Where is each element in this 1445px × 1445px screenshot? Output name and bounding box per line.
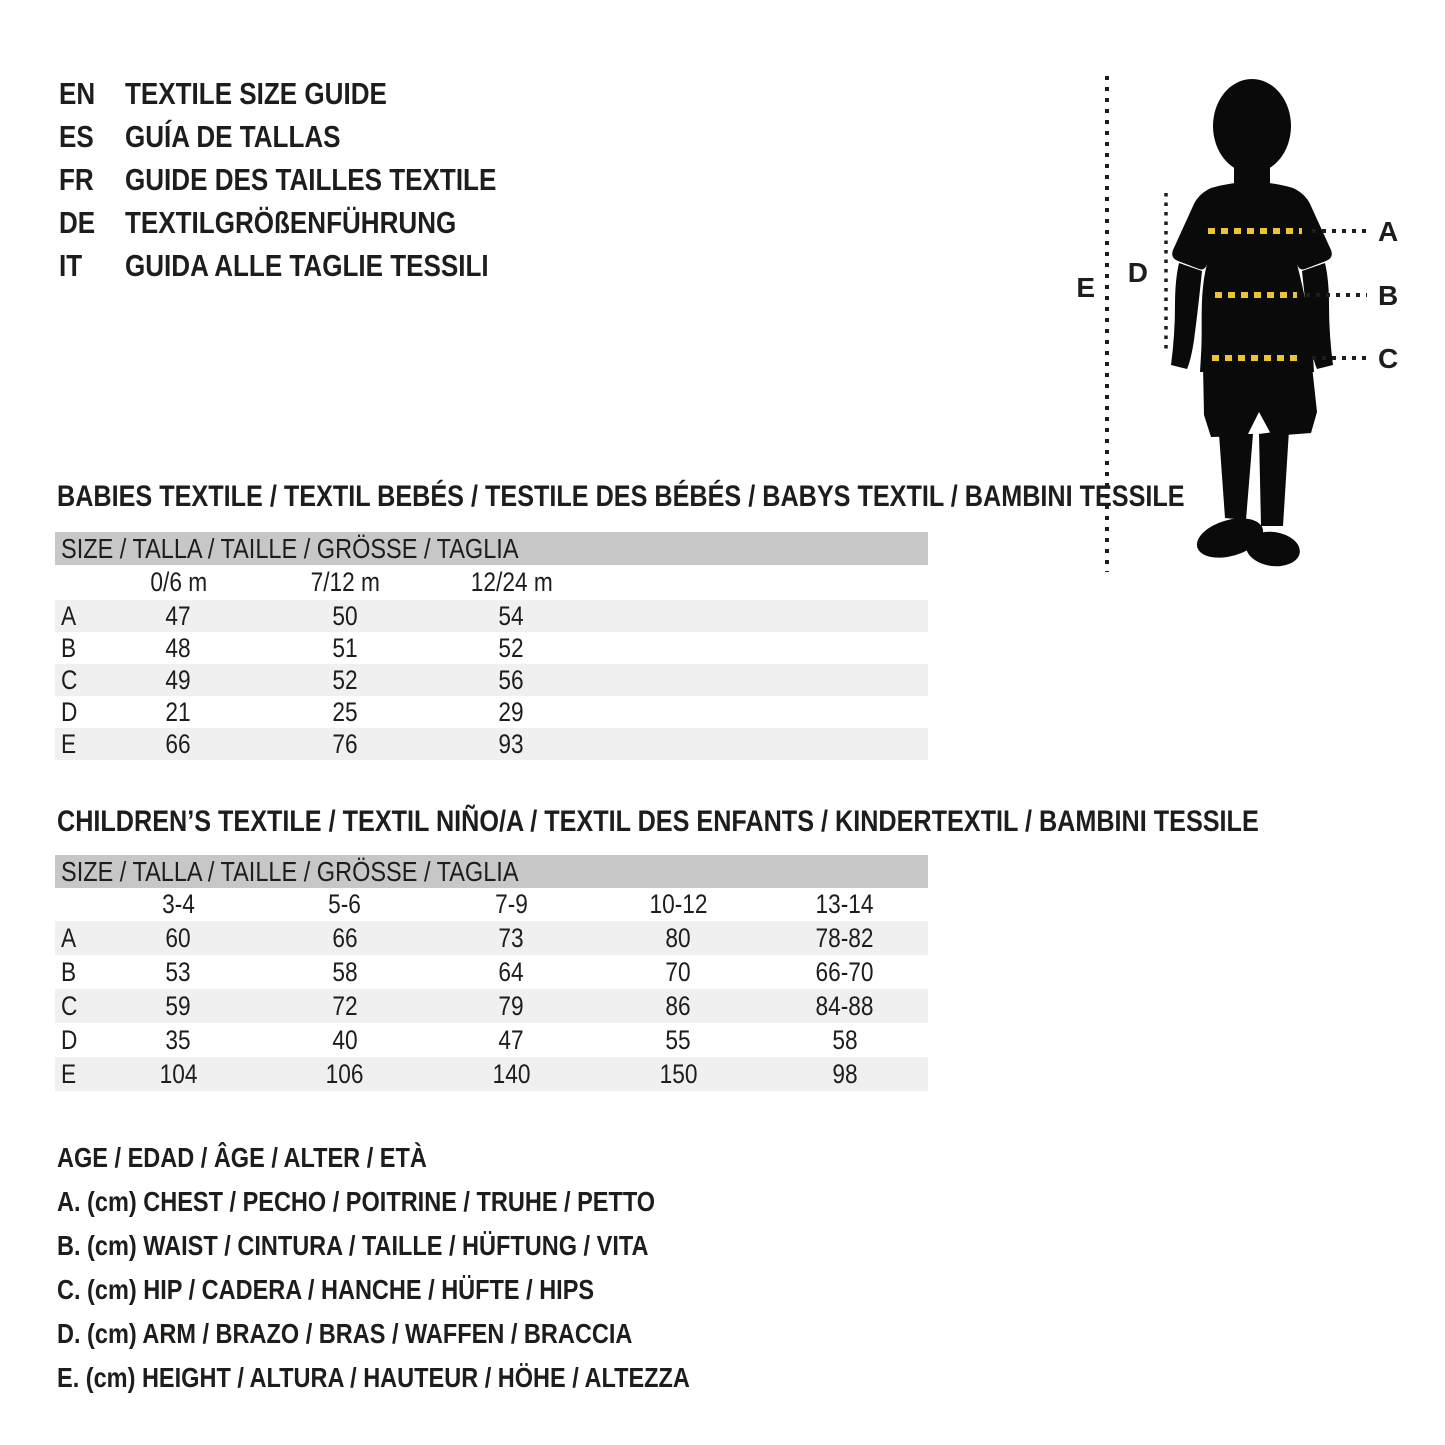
table-row [55, 600, 928, 632]
table-cell: 50 [332, 600, 358, 631]
legend-line-waist: B. (cm) WAIST / CINTURA / TAILLE / HÜFTUNG / VITA [57, 1230, 649, 1261]
table-cell: 150 [659, 1058, 698, 1089]
table-cell: 58 [832, 1024, 858, 1055]
marker-label-c: C [1378, 343, 1399, 374]
table-row [55, 664, 928, 696]
silhouette-head [1213, 79, 1291, 173]
legend-line-chest: A. (cm) CHEST / PECHO / POITRINE / TRUHE / PETTO [57, 1186, 656, 1217]
column-header: 10-12 [649, 889, 708, 919]
table-cell: 66 [165, 728, 191, 759]
table-row [55, 921, 928, 955]
table-row [55, 1057, 928, 1091]
silhouette-left-arm [1171, 263, 1202, 369]
table-cell: 54 [498, 600, 525, 631]
babies-column-header-row [55, 565, 928, 600]
table-cell: 80 [665, 922, 691, 953]
language-code: DE [59, 205, 96, 240]
language-code: IT [59, 248, 83, 283]
table-row [55, 696, 928, 728]
guide-title-es: GUÍA DE TALLAS [125, 119, 341, 154]
guide-title-de: TEXTILGRÖßENFÜHRUNG [125, 205, 457, 240]
size-header-text: SIZE / TALLA / TAILLE / GRÖSSE / TAGLIA [61, 856, 519, 887]
column-header: 3-4 [161, 889, 195, 919]
table-cell: 79 [498, 990, 525, 1021]
table-cell: 40 [332, 1024, 358, 1055]
size-header-text: SIZE / TALLA / TAILLE / GRÖSSE / TAGLIA [61, 533, 519, 564]
row-label: A [61, 600, 77, 631]
table-cell: 73 [498, 922, 525, 953]
table-cell: 66 [332, 922, 358, 953]
guide-title-fr: GUIDE DES TAILLES TEXTILE [125, 162, 497, 197]
table-cell: 55 [665, 1024, 691, 1055]
legend-line-hip: C. (cm) HIP / CADERA / HANCHE / HÜFTE / HIPS [57, 1274, 595, 1305]
children-size-table [55, 855, 928, 1091]
table-cell: 104 [159, 1058, 198, 1089]
table-cell: 21 [165, 696, 191, 727]
table-cell: 47 [165, 600, 191, 631]
row-label: B [61, 632, 77, 663]
language-code: FR [59, 162, 94, 197]
table-cell: 84-88 [815, 990, 874, 1021]
table-cell: 51 [332, 632, 358, 663]
measurement-figure [1040, 60, 1445, 600]
table-row [55, 728, 928, 760]
guide-title-en: TEXTILE SIZE GUIDE [125, 76, 387, 111]
table-cell: 86 [665, 990, 691, 1021]
table-cell: 52 [332, 664, 358, 695]
table-cell: 56 [498, 664, 525, 695]
children-column-header-row [55, 888, 928, 921]
table-cell: 49 [165, 664, 191, 695]
babies-size-table [55, 532, 928, 760]
table-cell: 64 [498, 956, 525, 987]
column-header: 7/12 m [310, 567, 380, 597]
children-size-header-bar [55, 855, 928, 888]
language-code: ES [59, 119, 94, 154]
table-cell: 98 [832, 1058, 858, 1089]
row-label: E [61, 1058, 77, 1089]
table-cell: 66-70 [815, 956, 874, 987]
title-row-de [59, 201, 567, 244]
table-cell: 76 [332, 728, 358, 759]
row-label: E [61, 728, 77, 759]
table-cell: 53 [165, 956, 191, 987]
table-cell: 59 [165, 990, 191, 1021]
table-cell: 47 [498, 1024, 525, 1055]
guide-title-it: GUIDA ALLE TAGLIE TESSILI [125, 248, 489, 283]
silhouette-shorts [1203, 366, 1317, 437]
table-cell: 60 [165, 922, 191, 953]
column-header: 7-9 [495, 889, 528, 919]
title-row-it [59, 244, 567, 287]
children-section-heading [57, 806, 1445, 838]
table-cell: 25 [332, 696, 358, 727]
column-header: 12/24 m [470, 567, 553, 597]
row-label: D [61, 696, 78, 727]
table-cell: 29 [498, 696, 525, 727]
legend-line-age: AGE / EDAD / ÂGE / ALTER / ETÀ [57, 1142, 427, 1173]
row-label: A [61, 922, 77, 953]
title-row-es [59, 115, 567, 158]
table-row [55, 1023, 928, 1057]
babies-section-heading [57, 481, 1399, 513]
babies-size-header-bar [55, 532, 928, 565]
babies-heading-text: BABIES TEXTILE / TEXTIL BEBÉS / TESTILE DES BÉBÉS / BABYS TEXTIL / BAMBINI TESSILE [57, 480, 1185, 513]
row-label: D [61, 1024, 78, 1055]
language-code: EN [59, 76, 96, 111]
legend-line-height: E. (cm) HEIGHT / ALTURA / HAUTEUR / HÖHE / ALTEZZA [57, 1362, 690, 1393]
table-cell: 93 [498, 728, 525, 759]
table-cell: 58 [332, 956, 358, 987]
table-cell: 140 [492, 1058, 531, 1089]
marker-label-e: E [1076, 272, 1095, 303]
column-header: 5-6 [328, 889, 362, 919]
marker-label-d: D [1127, 257, 1148, 288]
column-header: 0/6 m [149, 567, 207, 597]
language-title-block [59, 72, 567, 287]
table-cell: 72 [332, 990, 358, 1021]
column-header: 13-14 [815, 889, 874, 919]
table-cell: 35 [165, 1024, 191, 1055]
children-heading-text: CHILDREN’S TEXTILE / TEXTIL NIÑO/A / TEXTIL DES ENFANTS / KINDERTEXTIL / BAMBINI TESSILE [57, 805, 1259, 838]
table-cell: 106 [325, 1058, 364, 1089]
table-row [55, 955, 928, 989]
row-label: B [61, 956, 77, 987]
title-row-fr [59, 158, 567, 201]
table-cell: 48 [165, 632, 191, 663]
marker-label-b: B [1378, 280, 1399, 311]
table-row [55, 989, 928, 1023]
legend-line-arm: D. (cm) ARM / BRAZO / BRAS / WAFFEN / BRACCIA [57, 1318, 633, 1349]
row-label: C [61, 664, 78, 695]
table-cell: 78-82 [815, 922, 874, 953]
table-cell: 70 [665, 956, 691, 987]
measurement-legend [57, 1136, 810, 1400]
title-row-en [59, 72, 567, 115]
table-cell: 52 [498, 632, 525, 663]
table-row [55, 632, 928, 664]
marker-label-a: A [1378, 216, 1399, 247]
row-label: C [61, 990, 78, 1021]
